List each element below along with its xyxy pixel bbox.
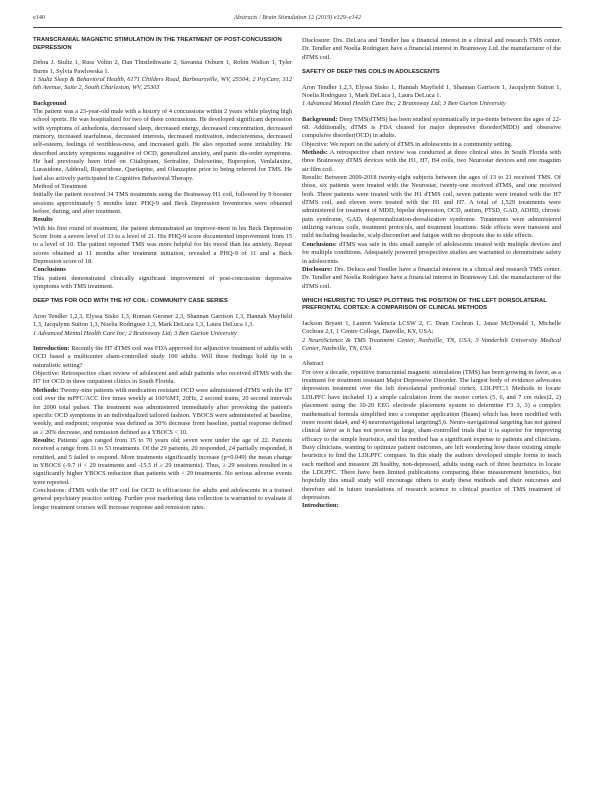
paragraph bbox=[302, 266, 561, 291]
author-list: Aron Tendler 1,2,3, Elyssa Sisko 1, Hannah Mayfield 1, Shannan Garrison 1, Jacqulynn Sutton 1, Noelia Rodriguez 1, Mark DeLuca 1, Laura DeLuca 1. bbox=[302, 83, 561, 99]
section-label: Introduction: bbox=[33, 345, 70, 353]
running-header bbox=[33, 14, 562, 24]
page-number: e140 bbox=[33, 14, 46, 21]
abstract-title: TRANSCRANIAL MAGNETIC STIMULATION IN THE TREATMENT OF POST-CONCUSSION DEPRESSION bbox=[33, 37, 282, 51]
author-list: Aron Tendler 1,2,3, Elyssa Sisko 1,3, Roman Gersner 2,3, Shannan Garrison 1,3, Hannah Mayfield 1,3, Jacqulynn Sutton 1,3, Noelia Rodriguez 1,3, Mark DeLuca 1,3, Laura DeLuca 1,3. bbox=[33, 313, 292, 329]
right-column bbox=[302, 37, 561, 511]
paragraph bbox=[302, 149, 561, 174]
section-label: Results: bbox=[33, 436, 55, 444]
abstract-title: DEEP TMS FOR OCD WITH THE H7 COIL: COMMUNITY CASE SERIES bbox=[33, 298, 228, 305]
paragraph: Results: Between 2009-2018 twenty-eight subjects between the ages of 13 to 21 received TMS. Of those, six patients were treated with the Neurostar, twenty-one received dTMS, and one received both. Three patients were treated with the H1 dTMS coil, seven patients were treated with the H7 dTMS coil, and eleven were treated with the H1 and H7. A total of 1,529 treatments were administered for treatment of MDD, bipolar depression, OCD, autism, PTSD, GAD, ADHD, chronic pain syndrome, GAD, depersonalization-derealization syndrome. Treatments were administered utilizing various coils, treatment protocols, and treatment locations. Side effects were transient and mild including headache, scalp discomfort and fatigue with no dropouts due to side effects. bbox=[302, 174, 561, 240]
paragraph-text: Recently the H7 dTMS coil was FDA approved for adjunctive treatment of adults with OCD based a multicenter sham-controlled study 100 adults. Will these findings hold up in a naturalistic setting? bbox=[33, 345, 292, 369]
section-heading: Background bbox=[33, 99, 67, 107]
section-heading: Results bbox=[33, 216, 53, 224]
section-label: Methods: bbox=[33, 386, 59, 394]
paragraph-text: A retrospective chart review was conducted at three clinical sites in South Florida with three Brainsway dTMS devices with the H1, H7, H4 coils, two Neurostar devices and one magstim air film coil. bbox=[302, 149, 561, 173]
author-list: Debra J. Stultz 1, Russ Voltin 2, Dan Thistlethwaite 2, Savanna Osburn 1, Robin Walton 1, Tyler Burns 1, Sylvia Pawlowska 1. bbox=[33, 59, 292, 75]
paragraph: The patient was a 23-year-old male with a history of 4 concussions within 2 years while playing high school sports. He was hospitalized for two of these concussions. He developed significant depression with symptoms of anhedonia, decreased sleep, decreased energy, decreased concentration, decreased memory, increased tearfulness, decreased interests, decreased motivation, indecisiveness, decreased self-esteem, feelings of worthless-ness, and increased guilt. He also reported some irritability. He described anxiety symptoms suggestive of OCD, generalized anxiety, and panic dis-order symptoms. He had previously been tried on Citalopram, Sertraline, Duloxetine, Bupropion, Venlafaxine, Lurasidone, Adderall, Risperidone, Quetiapine, and Olanzapine prior to being referred for TMS. He had also actively participated in Cognitive Behavioral Therapy. bbox=[33, 107, 292, 182]
abstract-title: SAFETY OF DEEP TMS COILS IN ADOLESCENTS bbox=[302, 69, 440, 76]
paragraph: This patient demonstrated clinically significant improvement of post-concussion depressive symptoms with TMS treatment. bbox=[33, 274, 292, 291]
section-heading: Conclusions bbox=[33, 266, 66, 274]
section-heading: Abstract bbox=[302, 360, 324, 368]
paragraph-text: Drs. Deluca and Tendler have a financial interest in a clinical and research TMS center. Dr. Tendler and Noelia Rodriguez have a financial interest in Brainsway Ltd. the manufacturer of the dTMS coil. bbox=[302, 265, 561, 290]
affiliations: 1 Advanced Mental Health Care Inc; 2 Brainsway Ltd; 3 Ben Gurion University bbox=[33, 329, 237, 337]
section-label: Background: bbox=[302, 115, 338, 123]
paragraph-text: Twenty-nine patients with medication resistant OCD were administered dTMS with the H7 coil over the mPFC/ACC five times weekly at 100%MT, 20Hz, 2 second trains, 20 second intervals for 2000 total pulses. The treatment was administered immediately after provoking the patient's specific OCD symptoms in an individualized tailored fashion. YBOCS were administered at baseline, weekly, and endpoint; response was defined as 30% decrease from baseline, partial response defined as ≥ 20% decrease, and remission defined as a YBOCS < 10. bbox=[33, 386, 292, 436]
paragraph: Initially the patient received 34 TMS treatments using the Brainsway H1 coil, followed by 9 booster sessions approximately 5 months later. PHQ-9 and Beck Depression Inventories were obtained before, during, and after treatment. bbox=[33, 191, 292, 216]
paragraph-text: dTMS was safe in this small sample of adolescents treated with multiple devices and for multiple conditions. Adequately powered prospective studies are warranted to demonstrate safety in adolescents. bbox=[302, 240, 562, 265]
disclosure: Disclosure: Drs. DeLuca and Tendler has a financial interest in a clinical and research TMS center. Dr. Tendler and Noelia Rodriguez have a financial interest in Brainsway Ltd. the manufacturer of the dTMS coil. bbox=[302, 37, 561, 61]
abstract-title: WHICH HEURISTIC TO USE? PLOTTING THE POSITION OF THE LEFT DORSOLATERAL PREFRONTAL CORTEX: A COMPARISON OF CLINICAL METHODS bbox=[302, 297, 547, 312]
paragraph: For over a decade, repetitive transcranial magnetic stimulation (TMS) has been growing in favor, as a treatment for treatment resistant Major Depressive Disorder. The largest body of evidence advocates depression treatment over the left dorsolateral prefrontal cortex, LDLPFC.1 Methods to locate LDLPFC have included 1) a simple calculation from the motor cortex (5, 6, and 7 cm rules)2, 2) placement using the 10-20 EEG electrode placement system to determine F3 3, 3) a complex mathematical formula simplified into a computer application (Beam) which has been modified with more recent data4, and 4) neuronavigational targeting5,6. Neuro-navigational targeting has not gained clinical favor as it has not proven in large, sham-controlled trials that it is superior for improving efficacy to the simple heuristics, and this method has a significant expense to patients and clinicians. Busy clinicians, wanting to optimize patient outcomes, are left wondering how these existing simple heuristics to find the LDLPFC compare. In this study the authors developed simple forms to teach each method and measure 28 healthy, non-depressed, adults using each of three heuristics to locate the LDLPFC. There have been limited publications comparing these measurement heuristics, but hopefully this small study will encourage others to study these methods and their outcomes and therefore aid in future translations of research science to clinical practice of TMS treatment of depression. bbox=[302, 368, 561, 501]
section-heading: Method of Treatment bbox=[33, 183, 87, 190]
paragraph-text: Patients' ages ranged from 15 to 70 years old; seven were under the age of 22. Patients received a range from 11 to 53 treatments. Of the 29 patients, 20 responded, 24 partially responded, 8 remitted, and 5 failed to respond. More treatments significantly increase (p=0.049) the mean change in YBOCS (-9.7 if < 29 treatments and -15.5 if ≥ 29 treatments). Thus, ≥ 29 sessions resulted in a significantly higher YBOCS reduction than patients with < 29 treatments. No serious adverse events were reported. bbox=[33, 436, 292, 486]
paragraph-text: Deep TMS(dTMS) has been studied systematically in pa-tients between the ages of 22-68. Additionally, dTMS is FDA cleared for major depressive disorder(MDD) and obsessive compulsive disorder(OCD) in adults. bbox=[302, 115, 561, 140]
affiliations: 2 NeuroScience & TMS Treatment Center, Nashville, TN, USA; 3 Vanderbilt University Medical Center, Nashville, TN, USA bbox=[302, 336, 561, 353]
paragraph bbox=[302, 116, 561, 141]
section-heading: Introduction: bbox=[302, 502, 339, 510]
section-label: Conclusions: bbox=[302, 240, 337, 248]
paragraph: With his first round of treatment, the patient demonstrated an improve-ment in his Beck Depression Score from a severe level of 33 to a level of 21. His PHQ-9 score documented improvement from 15 to a level of 10. The patient reported TMS was more helpful for his mood than his anxiety. Repeat scores obtained at 11 months after treatment initiation, revealed a PHQ-9 of 11 and a Beck Depression score of 18. bbox=[33, 224, 292, 266]
affiliations: 1 Advanced Mental Health Care Inc; 2 Brainsway Ltd; 3 Ben Gurion University bbox=[302, 100, 506, 108]
journal-title: Abstracts / Brain Stimulation 12 (2019) e129–e142 bbox=[234, 14, 361, 21]
header-rule bbox=[33, 27, 562, 28]
left-column bbox=[33, 37, 292, 512]
author-list: Jackson Bryant 1, Lauren Valencia LCSW 2, C. Dean Cochran 1, Janae McDonald 1, Michelle Cochran 2,1, 1 Centre College, Danville, KY, USA; bbox=[302, 320, 561, 336]
section-label: Disclosure: bbox=[302, 265, 333, 273]
paragraph bbox=[33, 345, 292, 370]
paragraph: Objective: Retrospective chart review of adolescent and adult patients who received dTMS with the H7 for OCD in three outpatient clinics in South Florida. bbox=[33, 370, 292, 386]
paragraph bbox=[302, 241, 561, 266]
section-label: Methods: bbox=[302, 149, 328, 157]
affiliations: 1 Stultz Sleep & Behavioral Health, 6171 Childers Road, Barboursville, WV, 25504; 2 PsyCare, 312 6th Avenue, Suite 2, South Charleston, WV, 25303 bbox=[33, 75, 292, 92]
paragraph bbox=[33, 437, 292, 487]
paragraph: Objective: We report on the safety of dTMS in adolescents in a community setting. bbox=[302, 140, 513, 148]
paragraph bbox=[33, 387, 292, 437]
paragraph: Conclusions: dTMS with the H7 coil for OCD is efficacious for adults and adolescents in a trained general psychiatry practice setting. Further post marketing data collection is warranted to evaluate if longer treatment courses will increase response and remission rates. bbox=[33, 486, 292, 511]
